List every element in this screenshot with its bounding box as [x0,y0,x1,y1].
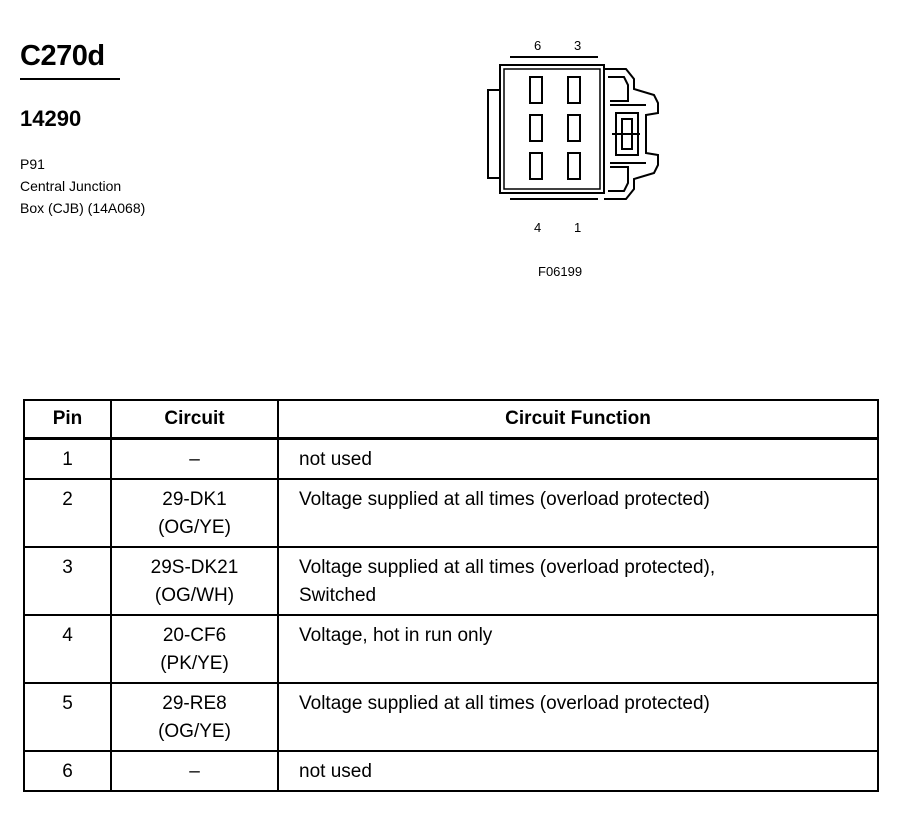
table-row [24,439,878,480]
pin-cell: 3 [24,547,111,615]
circuit-id: 20-CF6 [162,625,227,646]
function-cell [278,683,878,751]
circuit-id: – [189,449,200,470]
pin-cell: 4 [24,615,111,683]
wire-color: (OG/WH) [154,585,235,606]
function-cell [278,479,878,547]
circuit-id: – [189,761,200,782]
pin-cell: 6 [24,751,111,791]
pin-label-bottom: 1 [574,220,582,235]
function-cell [278,751,878,791]
circuit-id: 29-DK1 [162,489,227,510]
table-row [24,751,878,791]
circuit-id: 29-RE8 [162,693,227,714]
pin-cavity [568,77,580,103]
connector-body [500,65,604,193]
pin-cell: 1 [24,439,111,480]
circuit-id: 29S-DK21 [150,557,239,578]
description-line: Central Junction [20,178,122,194]
table-row [24,683,878,751]
column-header-function: Circuit Function [278,400,878,439]
part-number: 14290 [20,106,82,131]
table-row [24,479,878,547]
pin-cell: 5 [24,683,111,751]
pin-cavity [530,153,542,179]
function-text: not used [299,449,372,470]
pin-table [23,399,879,792]
pin-label-top: 6 [534,38,542,53]
function-cell [278,615,878,683]
connector-latch-inner-bottom [608,167,628,191]
connector-left-tab [488,90,500,178]
description-line: P91 [20,156,45,172]
function-text: Voltage supplied at all times (overload protected) [299,489,710,510]
pin-label-top: 3 [574,38,582,53]
function-cell [278,547,878,615]
column-header-circuit: Circuit [111,400,278,439]
circuit-cell [111,547,278,615]
function-cell [278,439,878,480]
wire-color: (OG/YE) [158,517,231,538]
function-text: Voltage supplied at all times (overload protected) [299,693,710,714]
circuit-cell [111,751,278,791]
figure-id: F06199 [538,264,583,279]
description-line: Box (CJB) (14A068) [20,200,146,216]
table-row [24,615,878,683]
pin-label-bottom: 4 [534,220,542,235]
function-text: Voltage supplied at all times (overload protected), [299,557,716,578]
wire-color: (PK/YE) [160,653,229,674]
circuit-cell [111,439,278,480]
function-text: Switched [299,585,377,606]
connector-face-diagram [480,55,670,215]
pin-cavity [530,115,542,141]
function-text: Voltage, hot in run only [299,625,493,646]
pin-cavity [530,77,542,103]
circuit-cell [111,683,278,751]
connector-body-inner [504,69,600,189]
function-text: not used [299,761,372,782]
connector-latch-inner-top [608,77,628,101]
table-header-row [24,400,878,439]
circuit-cell [111,479,278,547]
pin-cavity [568,115,580,141]
pin-cavity [568,153,580,179]
circuit-cell [111,615,278,683]
pin-cell: 2 [24,479,111,547]
table-row [24,547,878,615]
connector-id: C270d [20,40,105,72]
column-header-pin: Pin [24,400,111,439]
connector-id-underline [20,78,120,80]
wire-color: (OG/YE) [158,721,231,742]
